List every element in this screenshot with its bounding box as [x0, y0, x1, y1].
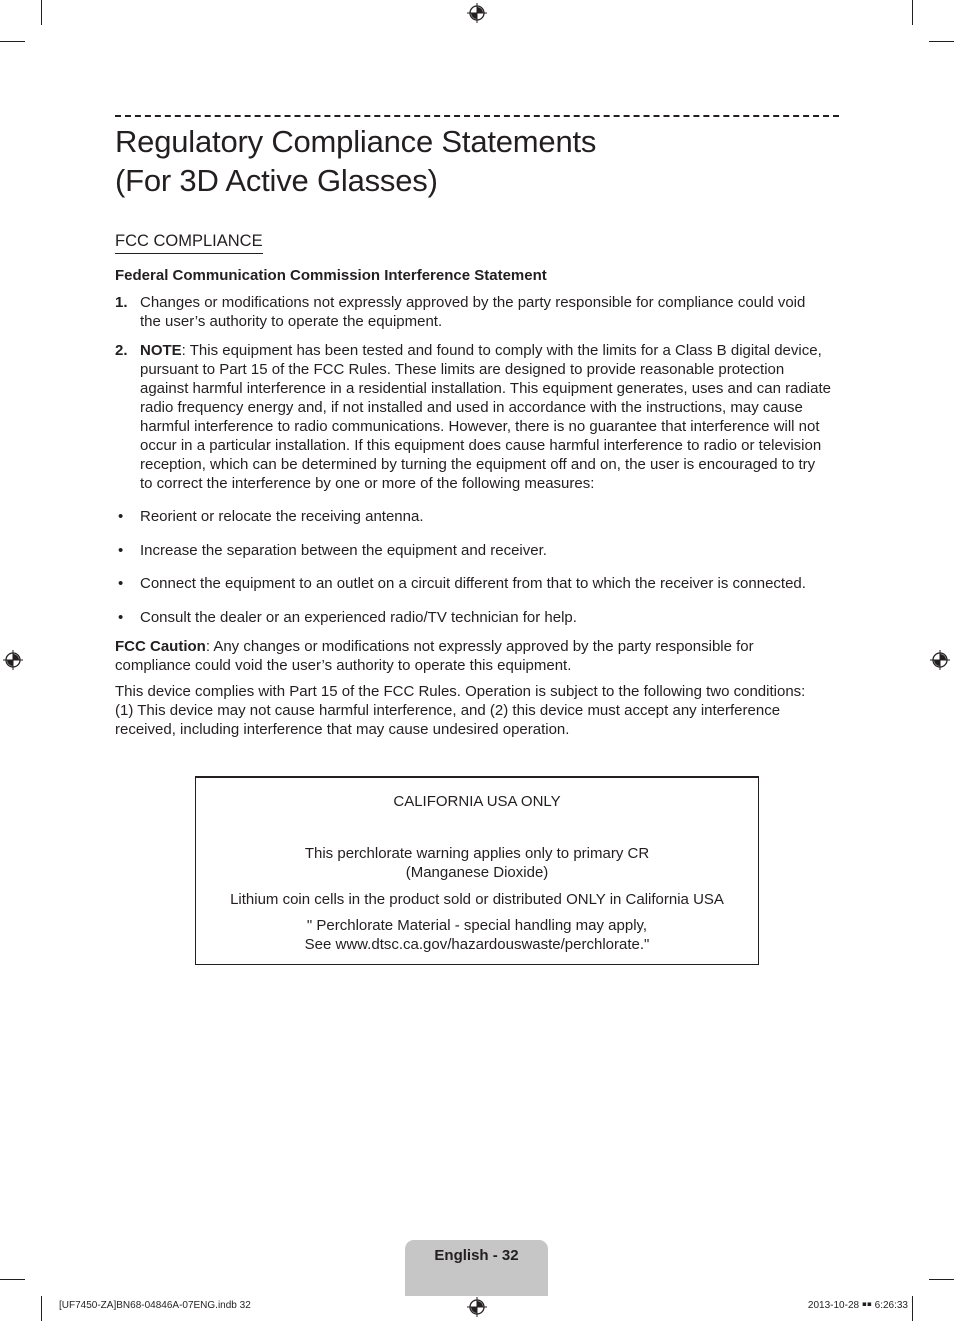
- page-title-line-1: Regulatory Compliance Statements: [115, 124, 597, 159]
- text-line: radio frequency energy and, if not installed and used in accordance with the instructions, may cause: [140, 399, 803, 416]
- note-label: NOTE: [140, 342, 182, 359]
- bullet-icon: •: [118, 575, 124, 592]
- list-item-text: [140, 293, 840, 331]
- text-line: : This equipment has been tested and found to comply with the limits for a Class B digital device,: [181, 342, 822, 359]
- text-line: This perchlorate warning applies only to primary CR: [304, 845, 650, 862]
- bullet-item: Connect the equipment to an outlet on a circuit different from that to which the receiver is connected.: [140, 575, 806, 592]
- text-line: to correct the interference by one or more of the following measures:: [140, 475, 595, 492]
- text-line: harmful interference to radio communications. However, there is no guarantee that interference will not: [140, 418, 820, 435]
- text-line: against harmful interference in a residential installation. This equipment generates, uses and can radiate: [140, 380, 831, 397]
- list-number: 2.: [115, 342, 128, 359]
- page-title-line-2: (For 3D Active Glasses): [115, 163, 438, 198]
- california-heading: CALIFORNIA USA ONLY: [393, 793, 561, 810]
- text-line: Changes or modifications not expressly approved by the party responsible for compliance could void: [140, 294, 806, 311]
- subheading: Federal Communication Commission Interference Statement: [115, 267, 547, 284]
- text-line: reception, which can be determined by turning the equipment off and on, the user is encouraged to try: [140, 456, 816, 473]
- text-line: (Manganese Dioxide): [405, 864, 549, 881]
- bullet-icon: •: [118, 508, 124, 525]
- text-line: Lithium coin cells in the product sold or distributed ONLY in California USA: [230, 891, 724, 908]
- crop-mark-bottom-left-vertical: [41, 1296, 42, 1321]
- text-line: : Any changes or modifications not expressly approved by the party responsible for: [205, 638, 754, 655]
- text-line: occur in a particular installation. If this equipment does cause harmful interference to radio or television: [140, 437, 822, 454]
- text-line: received, including interference that may cause undesired operation.: [115, 721, 570, 738]
- bullet-item: Increase the separation between the equipment and receiver.: [140, 542, 547, 559]
- page-number: English - 32: [434, 1247, 519, 1264]
- text-line: This device complies with Part 15 of the FCC Rules. Operation is subject to the following two conditions:: [115, 683, 806, 700]
- crop-mark-bottom-right-horizontal: [929, 1279, 954, 1280]
- list-number: 1.: [115, 294, 128, 311]
- california-notice-box: [195, 776, 759, 965]
- compliance-paragraph: [115, 682, 805, 739]
- crop-mark-top-left-horizontal: [0, 41, 25, 42]
- slug-timestamp: 2013-10-28 ￭￭ 6:26:33: [807, 1300, 908, 1311]
- bullet-icon: •: [118, 542, 124, 559]
- crop-mark-bottom-left-horizontal: [0, 1279, 25, 1280]
- fcc-caution-paragraph: [115, 637, 754, 675]
- crop-mark-top-right-vertical: [912, 0, 913, 25]
- crop-mark-top-right-horizontal: [929, 41, 954, 42]
- text-line: See www.dtsc.ca.gov/hazardouswaste/perchlorate.": [304, 936, 650, 953]
- text-line: " Perchlorate Material - special handling may apply,: [306, 917, 648, 934]
- section-heading: FCC COMPLIANCE: [115, 231, 263, 254]
- slug-file-info: [UF7450-ZA]BN68-04846A-07ENG.indb 32: [59, 1300, 251, 1311]
- registration-mark-icon: [3, 650, 23, 670]
- text-line: pursuant to Part 15 of the FCC Rules. These limits are designed to provide reasonable protection: [140, 361, 785, 378]
- text-line: (1) This device may not cause harmful interference, and (2) this device must accept any interference: [115, 702, 781, 719]
- bullet-item: Consult the dealer or an experienced radio/TV technician for help.: [140, 609, 577, 626]
- bullet-icon: •: [118, 609, 124, 626]
- title-dashed-rule: [115, 115, 839, 117]
- caution-label: FCC Caution: [115, 638, 206, 655]
- text-line: compliance could void the user’s authority to operate this equipment.: [115, 657, 572, 674]
- page-title: [115, 122, 596, 200]
- registration-mark-icon: [467, 1297, 487, 1317]
- bullet-item: Reorient or relocate the receiving antenna.: [140, 508, 424, 525]
- registration-mark-icon: [467, 3, 487, 23]
- list-item-text: [140, 341, 840, 493]
- registration-mark-icon: [930, 650, 950, 670]
- crop-mark-top-left-vertical: [41, 0, 42, 25]
- text-line: the user’s authority to operate the equipment.: [140, 313, 443, 330]
- crop-mark-bottom-right-vertical: [912, 1296, 913, 1321]
